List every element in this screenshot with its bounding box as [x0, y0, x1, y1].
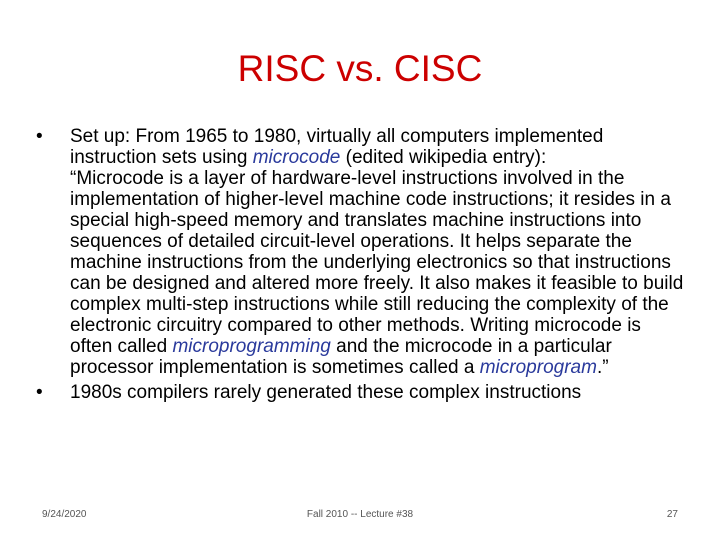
footer-lecture: Fall 2010 -- Lecture #38	[306, 509, 414, 520]
quote-text: “Microcode is a layer of hardware-level instructions involved in the implementation of higher-level machine code instructions; it resides in a special high-speed memory and translates machine instructions into sequences of detailed circuit-level operations. It helps separate the machine instructions from the underlying electronics so that instructions can be designed and altered more freely. It also makes it feasible to build complex multi-step instructions while still reducing the complexity of the electronic circuitry compared to other methods. Writing microcode is often called	[70, 168, 684, 357]
slide-body	[36, 126, 686, 403]
footer-page-number: 27	[666, 509, 678, 520]
term-microprogram: microprogram	[479, 357, 597, 378]
wikipedia-quote	[70, 168, 686, 378]
footer-date: 9/24/2020	[42, 509, 87, 520]
bullet-text: 1980s compilers rarely generated these complex instructions	[70, 382, 582, 403]
bullet-compilers	[36, 382, 686, 403]
bullet-text-tail: (edited wikipedia entry):	[340, 147, 547, 168]
bullet-marker: •	[36, 126, 43, 147]
bullet-text: Set up: From 1965 to 1980, virtually all computers implemented instruction sets using	[70, 126, 604, 168]
bullet-setup	[36, 126, 686, 378]
bullet-marker: •	[36, 382, 43, 403]
quote-text-middle: and the microcode in a particular processor implementation is sometimes called a	[70, 336, 612, 378]
term-microcode: microcode	[252, 147, 341, 168]
term-microprogramming: microprogramming	[172, 336, 331, 357]
quote-text-end: .”	[596, 357, 609, 378]
slide-title: RISC vs. CISC	[237, 48, 483, 89]
